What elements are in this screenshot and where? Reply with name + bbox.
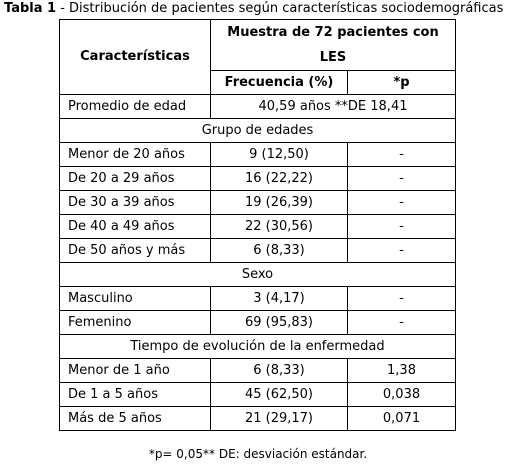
row-label: De 50 años y más xyxy=(60,239,211,263)
table-row xyxy=(60,215,456,239)
row-frequency: 16 (22,22) xyxy=(211,167,348,191)
row-p: - xyxy=(348,239,456,263)
table-caption-text: - Distribución de pacientes según características sociodemográficas xyxy=(56,1,504,16)
header-frequency: Frecuencia (%) xyxy=(211,71,348,95)
row-label: Menor de 1 año xyxy=(60,359,211,383)
row-frequency: 6 (8,33) xyxy=(211,359,348,383)
table-caption-label: Tabla 1 xyxy=(4,1,57,16)
age-mean-value: 40,59 años **DE 18,41 xyxy=(211,95,456,119)
table-row xyxy=(60,383,456,407)
row-p: - xyxy=(348,167,456,191)
sociodemographic-table xyxy=(59,19,456,431)
section-row xyxy=(60,119,456,143)
row-label: Más de 5 años xyxy=(60,407,211,431)
row-p: 0,071 xyxy=(348,407,456,431)
table-row xyxy=(60,143,456,167)
table-row xyxy=(60,191,456,215)
header-p: *p xyxy=(348,71,456,95)
row-label: Menor de 20 años xyxy=(60,143,211,167)
row-label: De 1 a 5 años xyxy=(60,383,211,407)
section-evolution: Tiempo de evolución de la enfermedad xyxy=(60,335,456,359)
row-p: - xyxy=(348,311,456,335)
table-row xyxy=(60,287,456,311)
header-row xyxy=(60,20,456,71)
row-frequency: 6 (8,33) xyxy=(211,239,348,263)
row-p: - xyxy=(348,215,456,239)
row-frequency: 21 (29,17) xyxy=(211,407,348,431)
header-sample: Muestra de 72 pacientes con LES xyxy=(211,20,456,71)
row-frequency: 45 (62,50) xyxy=(211,383,348,407)
row-frequency: 22 (30,56) xyxy=(211,215,348,239)
row-label: Femenino xyxy=(60,311,211,335)
section-row xyxy=(60,335,456,359)
table-caption xyxy=(4,1,503,17)
row-label: Masculino xyxy=(60,287,211,311)
table-row xyxy=(60,95,456,119)
table-row xyxy=(60,239,456,263)
row-p: - xyxy=(348,143,456,167)
section-age-groups: Grupo de edades xyxy=(60,119,456,143)
row-frequency: 19 (26,39) xyxy=(211,191,348,215)
table-row xyxy=(60,407,456,431)
section-sex: Sexo xyxy=(60,263,456,287)
row-frequency: 69 (95,83) xyxy=(211,311,348,335)
row-frequency: 3 (4,17) xyxy=(211,287,348,311)
age-mean-label: Promedio de edad xyxy=(60,95,211,119)
section-row xyxy=(60,263,456,287)
table-row xyxy=(60,311,456,335)
row-p: 1,38 xyxy=(348,359,456,383)
header-characteristics: Características xyxy=(60,20,211,95)
row-label: De 30 a 39 años xyxy=(60,191,211,215)
row-label: De 20 a 29 años xyxy=(60,167,211,191)
table-row xyxy=(60,359,456,383)
row-p: - xyxy=(348,287,456,311)
row-label: De 40 a 49 años xyxy=(60,215,211,239)
row-p: - xyxy=(348,191,456,215)
table-row xyxy=(60,167,456,191)
table-footnote: *p= 0,05** DE: desviación estándar. xyxy=(148,447,368,461)
row-frequency: 9 (12,50) xyxy=(211,143,348,167)
row-p: 0,038 xyxy=(348,383,456,407)
